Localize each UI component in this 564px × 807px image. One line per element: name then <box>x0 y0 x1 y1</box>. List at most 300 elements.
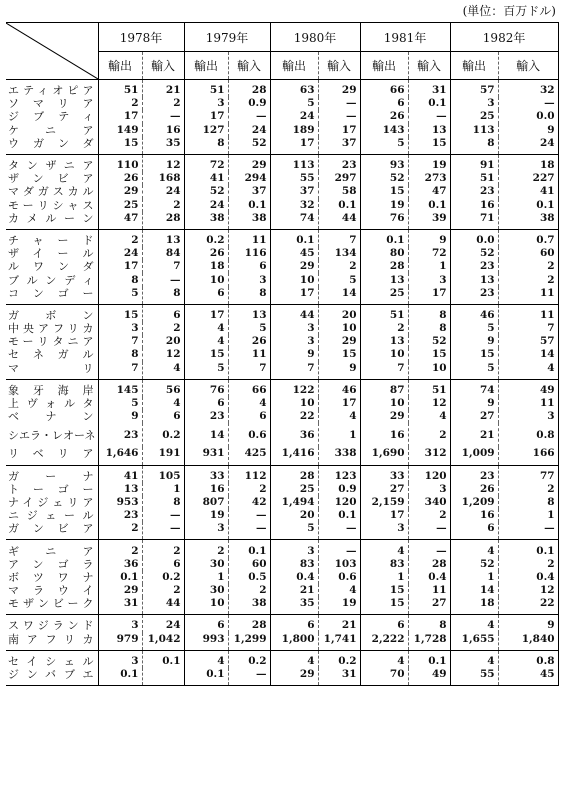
import-value: 0.8 <box>498 423 558 447</box>
import-value: 0.2 <box>228 650 270 668</box>
export-value: 10 <box>270 397 318 410</box>
export-value: 15 <box>360 185 408 198</box>
export-value: 0.4 <box>270 571 318 584</box>
import-value: 12 <box>142 348 184 361</box>
export-value: 32 <box>270 199 318 212</box>
export-value: 33 <box>184 465 228 483</box>
import-value: 0.4 <box>408 571 450 584</box>
import-value: — <box>228 110 270 123</box>
import-value: 2 <box>498 260 558 273</box>
export-value: 189 <box>270 124 318 137</box>
corner-cell <box>6 23 98 80</box>
import-header: 輸入 <box>142 52 184 80</box>
table-row <box>6 465 558 483</box>
import-value: 17 <box>318 124 360 137</box>
import-value: 20 <box>318 304 360 322</box>
export-value: 3 <box>98 322 142 335</box>
import-value: 19 <box>318 597 360 615</box>
export-value: 51 <box>98 80 142 98</box>
import-value: 0.2 <box>142 571 184 584</box>
export-value: 9 <box>450 335 498 348</box>
import-value: 1 <box>142 483 184 496</box>
import-value: 2 <box>228 584 270 597</box>
export-value: 5 <box>450 362 498 380</box>
table-row <box>6 199 558 212</box>
import-value: — <box>142 509 184 522</box>
export-value: 23 <box>98 423 142 447</box>
import-value: 57 <box>498 335 558 348</box>
export-value: 55 <box>450 668 498 686</box>
import-value: 2 <box>142 199 184 212</box>
export-value: 52 <box>360 172 408 185</box>
export-value: 15 <box>450 348 498 361</box>
export-value: 6 <box>360 97 408 110</box>
import-value: 29 <box>318 80 360 98</box>
import-value: 0.2 <box>142 423 184 447</box>
import-value: 0.1 <box>228 540 270 558</box>
import-header: 輸入 <box>228 52 270 80</box>
import-value: 37 <box>318 137 360 155</box>
export-value: 44 <box>270 304 318 322</box>
export-value: 2 <box>98 522 142 540</box>
export-value: 113 <box>450 124 498 137</box>
import-value: 2 <box>408 509 450 522</box>
import-value: 4 <box>498 362 558 380</box>
country-name: コンゴー <box>6 287 98 305</box>
import-value: 1 <box>498 509 558 522</box>
import-value: 1 <box>408 260 450 273</box>
export-value: 6 <box>450 522 498 540</box>
import-value: 4 <box>318 410 360 423</box>
import-value: 0.1 <box>498 540 558 558</box>
export-value: 27 <box>450 410 498 423</box>
country-name: モーリシャス <box>6 199 98 212</box>
import-value: 191 <box>142 447 184 465</box>
import-value: 1 <box>318 423 360 447</box>
import-value: 6 <box>142 558 184 571</box>
export-value: 3 <box>184 522 228 540</box>
import-value: 14 <box>498 348 558 361</box>
export-value: 25 <box>450 110 498 123</box>
export-value: 4 <box>184 322 228 335</box>
country-name: ザンビア <box>6 172 98 185</box>
import-value: 134 <box>318 247 360 260</box>
export-value: 1,655 <box>450 633 498 651</box>
import-value: 7 <box>498 322 558 335</box>
import-value: 15 <box>408 137 450 155</box>
import-value: 19 <box>408 154 450 172</box>
export-value: 2 <box>184 540 228 558</box>
export-value: 9 <box>270 348 318 361</box>
import-value: 58 <box>318 185 360 198</box>
country-name: 上ヴォルタ <box>6 397 98 410</box>
import-header: 輸入 <box>318 52 360 80</box>
export-value: 36 <box>98 558 142 571</box>
export-value: 29 <box>98 584 142 597</box>
import-value: 4 <box>142 362 184 380</box>
table-row <box>6 137 558 155</box>
import-value: — <box>228 509 270 522</box>
import-value: 1,728 <box>408 633 450 651</box>
export-value: 51 <box>184 80 228 98</box>
export-value: 3 <box>98 650 142 668</box>
export-value: 41 <box>98 465 142 483</box>
export-value: 16 <box>184 483 228 496</box>
export-value: 6 <box>270 615 318 633</box>
import-value: 12 <box>498 584 558 597</box>
table-row <box>6 362 558 380</box>
import-value: 10 <box>318 322 360 335</box>
trade-table <box>6 22 559 686</box>
import-value: — <box>498 522 558 540</box>
export-value: 5 <box>98 397 142 410</box>
import-value: 20 <box>142 335 184 348</box>
table-row <box>6 247 558 260</box>
import-value: 0.9 <box>228 97 270 110</box>
export-header: 輸出 <box>450 52 498 80</box>
export-value: 14 <box>450 584 498 597</box>
country-name: セイシェル <box>6 650 98 668</box>
country-name: ベナン <box>6 410 98 423</box>
import-value: 6 <box>142 410 184 423</box>
export-value: 17 <box>98 110 142 123</box>
import-value: 2 <box>228 483 270 496</box>
import-value: 11 <box>228 229 270 247</box>
import-value: 8 <box>408 322 450 335</box>
export-value: 149 <box>98 124 142 137</box>
import-value: 0.2 <box>318 650 360 668</box>
export-value: 953 <box>98 496 142 509</box>
export-value: 15 <box>98 137 142 155</box>
country-name: リベリア <box>6 447 98 465</box>
country-name: ルワンダ <box>6 260 98 273</box>
import-value: 4 <box>142 397 184 410</box>
export-value: 1 <box>184 571 228 584</box>
export-value: 37 <box>270 185 318 198</box>
export-value: 83 <box>360 558 408 571</box>
country-name: ブルンディ <box>6 273 98 286</box>
country-name: ガーナ <box>6 465 98 483</box>
export-value: 26 <box>360 110 408 123</box>
table-row <box>6 584 558 597</box>
export-value: 15 <box>360 584 408 597</box>
export-value: 1,800 <box>270 633 318 651</box>
import-value: 12 <box>408 397 450 410</box>
export-value: 3 <box>270 335 318 348</box>
import-value: 28 <box>228 80 270 98</box>
export-value: 83 <box>270 558 318 571</box>
import-value: 8 <box>408 615 450 633</box>
country-name: マラウイ <box>6 584 98 597</box>
country-name: ウガンダ <box>6 137 98 155</box>
export-value: 15 <box>184 348 228 361</box>
import-value: 24 <box>498 137 558 155</box>
table-row <box>6 335 558 348</box>
import-value: 2 <box>408 423 450 447</box>
export-value: 18 <box>184 260 228 273</box>
export-value: 6 <box>184 287 228 305</box>
import-value: — <box>318 522 360 540</box>
country-name: タンザニア <box>6 154 98 172</box>
import-value: 51 <box>408 379 450 397</box>
table-row <box>6 379 558 397</box>
export-value: 127 <box>184 124 228 137</box>
country-name: エティオピア <box>6 80 98 98</box>
export-value: 110 <box>98 154 142 172</box>
export-value: 4 <box>360 650 408 668</box>
country-name: モザンビーク <box>6 597 98 615</box>
export-value: 0.2 <box>184 229 228 247</box>
export-value: 17 <box>184 110 228 123</box>
table-row <box>6 80 558 98</box>
import-value: 273 <box>408 172 450 185</box>
export-value: 17 <box>270 137 318 155</box>
import-value: 38 <box>228 597 270 615</box>
import-value: 28 <box>142 212 184 230</box>
import-value: 8 <box>228 287 270 305</box>
import-value: 47 <box>408 185 450 198</box>
import-value: 38 <box>498 212 558 230</box>
country-name: ジブティ <box>6 110 98 123</box>
import-value: 116 <box>228 247 270 260</box>
export-value: 45 <box>270 247 318 260</box>
export-value: 979 <box>98 633 142 651</box>
import-value: 72 <box>408 247 450 260</box>
country-name: ボツワナ <box>6 571 98 584</box>
import-value: 312 <box>408 447 450 465</box>
import-value: 0.6 <box>228 423 270 447</box>
export-value: 4 <box>360 540 408 558</box>
export-value: 51 <box>450 172 498 185</box>
import-value: — <box>228 522 270 540</box>
import-value: 120 <box>408 465 450 483</box>
import-value: 9 <box>498 124 558 137</box>
import-value: 227 <box>498 172 558 185</box>
table-row <box>6 110 558 123</box>
export-value: 28 <box>360 260 408 273</box>
import-value <box>142 668 184 686</box>
export-value: 931 <box>184 447 228 465</box>
export-value: 66 <box>360 80 408 98</box>
export-header: 輸出 <box>360 52 408 80</box>
table-row <box>6 172 558 185</box>
export-value: 7 <box>270 362 318 380</box>
import-value: 66 <box>228 379 270 397</box>
export-value: 23 <box>450 185 498 198</box>
import-value: 3 <box>408 273 450 286</box>
export-value: 1 <box>360 571 408 584</box>
export-value: 3 <box>270 540 318 558</box>
export-value: 36 <box>270 423 318 447</box>
import-value: 9 <box>498 615 558 633</box>
export-value: 72 <box>184 154 228 172</box>
import-value: 12 <box>142 154 184 172</box>
export-value: 26 <box>98 172 142 185</box>
diagonal-line <box>6 23 98 79</box>
export-value: 26 <box>184 247 228 260</box>
country-name: トーゴー <box>6 483 98 496</box>
import-value: 297 <box>318 172 360 185</box>
export-value: 145 <box>98 379 142 397</box>
year-header: 1980年 <box>270 23 360 52</box>
export-value: 13 <box>360 273 408 286</box>
export-value: 2,222 <box>360 633 408 651</box>
export-value: 35 <box>270 597 318 615</box>
import-value: 0.1 <box>318 199 360 212</box>
export-value: 0.1 <box>98 571 142 584</box>
table-row <box>6 483 558 496</box>
country-name: シエラ・レオーネ <box>6 423 98 447</box>
import-value: 168 <box>142 172 184 185</box>
export-value: 52 <box>450 247 498 260</box>
country-name: ナイジェリア <box>6 496 98 509</box>
import-value: 13 <box>228 304 270 322</box>
export-header: 輸出 <box>98 52 142 80</box>
table-row <box>6 668 558 686</box>
import-value: 24 <box>142 615 184 633</box>
export-value: 25 <box>98 199 142 212</box>
export-value: 3 <box>450 97 498 110</box>
export-value: 8 <box>184 137 228 155</box>
export-value: 6 <box>184 615 228 633</box>
import-value: 0.6 <box>318 571 360 584</box>
import-value: 26 <box>228 335 270 348</box>
export-value: 29 <box>360 410 408 423</box>
export-value: 17 <box>98 260 142 273</box>
year-header: 1982年 <box>450 23 558 52</box>
country-name: 中央アフリカ <box>6 322 98 335</box>
table-row <box>6 410 558 423</box>
import-value: 52 <box>408 335 450 348</box>
import-value: 8 <box>498 496 558 509</box>
export-value: 4 <box>450 540 498 558</box>
import-value: 103 <box>318 558 360 571</box>
export-value: 113 <box>270 154 318 172</box>
table-row <box>6 97 558 110</box>
table-row <box>6 496 558 509</box>
import-value: 44 <box>142 597 184 615</box>
import-value: 8 <box>142 496 184 509</box>
table-row <box>6 522 558 540</box>
export-value: 23 <box>450 287 498 305</box>
import-value: 21 <box>318 615 360 633</box>
country-name: カメルーン <box>6 212 98 230</box>
import-value: 0.1 <box>318 509 360 522</box>
import-value: 2 <box>318 260 360 273</box>
import-value: 8 <box>142 287 184 305</box>
export-value: 22 <box>270 410 318 423</box>
import-value: 2 <box>498 483 558 496</box>
export-value: 5 <box>360 137 408 155</box>
export-value: 3 <box>360 522 408 540</box>
export-value: 5 <box>98 287 142 305</box>
export-value: 55 <box>270 172 318 185</box>
export-value: 993 <box>184 633 228 651</box>
import-value: 5 <box>318 273 360 286</box>
import-value: 9 <box>408 229 450 247</box>
import-value: 31 <box>408 80 450 98</box>
import-value: 16 <box>142 124 184 137</box>
export-value: 16 <box>360 423 408 447</box>
import-value: 15 <box>318 348 360 361</box>
export-value: 5 <box>270 97 318 110</box>
export-value: 31 <box>98 597 142 615</box>
country-name: スワジランド <box>6 615 98 633</box>
export-value: 38 <box>184 212 228 230</box>
import-value: 13 <box>408 124 450 137</box>
table-row <box>6 212 558 230</box>
import-value: 0.1 <box>408 97 450 110</box>
import-value: 425 <box>228 447 270 465</box>
export-value: 29 <box>98 185 142 198</box>
export-value: 74 <box>270 212 318 230</box>
import-value: 7 <box>318 229 360 247</box>
export-value: 24 <box>184 199 228 212</box>
export-value: 122 <box>270 379 318 397</box>
export-value: 0.1 <box>360 229 408 247</box>
export-value: 17 <box>360 509 408 522</box>
import-value: 3 <box>408 483 450 496</box>
year-header: 1981年 <box>360 23 450 52</box>
table-row <box>6 558 558 571</box>
export-value: 93 <box>360 154 408 172</box>
export-value: 71 <box>450 212 498 230</box>
table-row <box>6 124 558 137</box>
export-value: 6 <box>184 397 228 410</box>
import-value: 17 <box>408 287 450 305</box>
import-value: 0.1 <box>408 650 450 668</box>
import-value: 3 <box>498 410 558 423</box>
import-value: 8 <box>408 304 450 322</box>
export-value: 0.1 <box>270 229 318 247</box>
export-value: 23 <box>450 260 498 273</box>
table-row <box>6 273 558 286</box>
import-value: 2 <box>142 540 184 558</box>
export-value: 2 <box>98 229 142 247</box>
table-row <box>6 154 558 172</box>
import-value: 28 <box>408 558 450 571</box>
country-name: 象牙海岸 <box>6 379 98 397</box>
export-value: 0.1 <box>98 668 142 686</box>
export-value: 9 <box>450 397 498 410</box>
export-value: 76 <box>360 212 408 230</box>
import-value: — <box>408 522 450 540</box>
import-value: — <box>142 110 184 123</box>
export-value: 23 <box>450 465 498 483</box>
country-name: ザイール <box>6 247 98 260</box>
export-value: 28 <box>270 465 318 483</box>
export-value: 1,209 <box>450 496 498 509</box>
import-value: 46 <box>318 379 360 397</box>
import-value: 27 <box>408 597 450 615</box>
country-name: ガボン <box>6 304 98 322</box>
table-row <box>6 287 558 305</box>
export-value: 17 <box>270 287 318 305</box>
country-name: ケニア <box>6 124 98 137</box>
export-value: 807 <box>184 496 228 509</box>
export-value: 4 <box>450 650 498 668</box>
export-value: 5 <box>450 322 498 335</box>
export-value: 10 <box>184 597 228 615</box>
export-value: 1 <box>450 571 498 584</box>
export-value: 7 <box>98 362 142 380</box>
import-value: 0.1 <box>142 650 184 668</box>
import-value: 0.9 <box>318 483 360 496</box>
import-value: 11 <box>228 348 270 361</box>
import-value: 56 <box>142 379 184 397</box>
import-value: 2 <box>142 584 184 597</box>
table-row <box>6 322 558 335</box>
